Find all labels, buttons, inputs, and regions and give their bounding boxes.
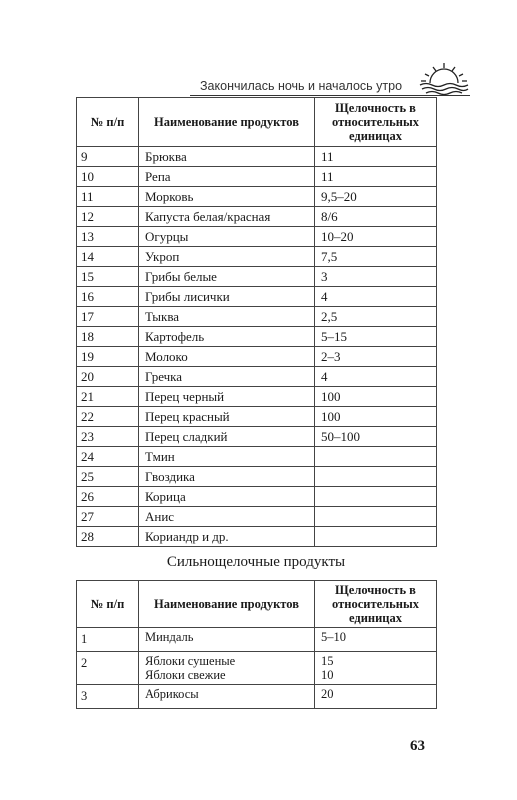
product-name [139, 685, 315, 709]
row-number: 25 [77, 467, 139, 487]
row-number: 10 [77, 167, 139, 187]
table-row [77, 487, 437, 507]
col-number-header: № п/п [77, 581, 139, 628]
product-name: Анис [139, 507, 315, 527]
table-row [77, 628, 437, 652]
page-number: 63 [410, 738, 425, 754]
sunrise-icon [418, 61, 470, 95]
alkalinity-value [315, 628, 437, 652]
alkalinity-value: 9,5–20 [315, 187, 437, 207]
table-row [77, 652, 437, 685]
alkalinity-value-line: 10 [321, 668, 334, 682]
alkalinity-value: 4 [315, 367, 437, 387]
col-alkalinity-header: Щелочность в относительных единицах [315, 98, 437, 147]
product-name: Тмин [139, 447, 315, 467]
table-row [77, 327, 437, 347]
table-row [77, 447, 437, 467]
product-name: Морковь [139, 187, 315, 207]
table-row [77, 467, 437, 487]
row-number: 13 [77, 227, 139, 247]
table-row [77, 247, 437, 267]
product-name: Перец сладкий [139, 427, 315, 447]
table-row [77, 307, 437, 327]
row-number: 24 [77, 447, 139, 467]
product-name: Корица [139, 487, 315, 507]
alkalinity-value [315, 652, 437, 685]
header-row [77, 581, 437, 628]
col-alkalinity-header: Щелочность в относительных единицах [315, 581, 437, 628]
table-row [77, 387, 437, 407]
product-name: Брюква [139, 147, 315, 167]
alkalinity-value [315, 527, 437, 547]
alkalinity-value: 50–100 [315, 427, 437, 447]
alkalinity-value: 8/6 [315, 207, 437, 227]
section-title: Сильнощелочные продукты [166, 554, 346, 570]
product-name: Гречка [139, 367, 315, 387]
alkalinity-value: 4 [315, 287, 437, 307]
row-number: 23 [77, 427, 139, 447]
product-name: Грибы белые [139, 267, 315, 287]
product-name: Репа [139, 167, 315, 187]
row-number: 22 [77, 407, 139, 427]
product-name: Перец черный [139, 387, 315, 407]
alkalinity-value: 11 [315, 167, 437, 187]
row-number: 9 [77, 147, 139, 167]
main-table [76, 97, 437, 547]
col-name-header: Наименование продуктов [139, 581, 315, 628]
row-number: 28 [77, 527, 139, 547]
product-name-line: Абрикосы [145, 687, 199, 701]
product-name: Кориандр и др. [139, 527, 315, 547]
alkalinity-value: 100 [315, 407, 437, 427]
alkalinity-value: 10–20 [315, 227, 437, 247]
row-number: 27 [77, 507, 139, 527]
product-name: Перец красный [139, 407, 315, 427]
row-number: 3 [77, 685, 139, 709]
running-head-text: Закончилась ночь и началось утро [200, 79, 403, 93]
alkalinity-value [315, 487, 437, 507]
table-row [77, 147, 437, 167]
product-name-line: Яблоки свежие [145, 668, 226, 682]
table-row [77, 407, 437, 427]
alkalinity-value-line: 20 [321, 687, 334, 701]
product-name [139, 652, 315, 685]
table-row [77, 207, 437, 227]
product-name: Картофель [139, 327, 315, 347]
row-number: 18 [77, 327, 139, 347]
row-number: 26 [77, 487, 139, 507]
product-name: Тыква [139, 307, 315, 327]
alkalinity-value: 11 [315, 147, 437, 167]
product-name: Грибы лисички [139, 287, 315, 307]
running-head-rule [190, 95, 470, 96]
row-number: 16 [77, 287, 139, 307]
product-name: Капуста белая/красная [139, 207, 315, 227]
product-name [139, 628, 315, 652]
table-row [77, 287, 437, 307]
alkalinity-value: 7,5 [315, 247, 437, 267]
table-row [77, 167, 437, 187]
alkalinity-value-line: 5–10 [321, 630, 346, 644]
product-name-line: Миндаль [145, 630, 194, 644]
table-row [77, 527, 437, 547]
row-number: 21 [77, 387, 139, 407]
product-name: Укроп [139, 247, 315, 267]
col-name-header: Наименование продуктов [139, 98, 315, 147]
alkalinity-value-line: 15 [321, 654, 334, 668]
table-row [77, 347, 437, 367]
alkalinity-value [315, 447, 437, 467]
alkalinity-value [315, 685, 437, 709]
product-name: Огурцы [139, 227, 315, 247]
row-number: 14 [77, 247, 139, 267]
table-row [77, 267, 437, 287]
header-row [77, 98, 437, 147]
row-number: 17 [77, 307, 139, 327]
row-number: 15 [77, 267, 139, 287]
alkaline-table [76, 580, 437, 709]
row-number: 20 [77, 367, 139, 387]
alkalinity-value: 3 [315, 267, 437, 287]
row-number: 2 [77, 652, 139, 685]
table-row [77, 227, 437, 247]
alkalinity-value [315, 467, 437, 487]
table-row [77, 367, 437, 387]
product-name: Молоко [139, 347, 315, 367]
alkalinity-value: 100 [315, 387, 437, 407]
col-number-header: № п/п [77, 98, 139, 147]
table-row [77, 685, 437, 709]
alkalinity-value: 5–15 [315, 327, 437, 347]
table-row [77, 187, 437, 207]
alkalinity-value: 2–3 [315, 347, 437, 367]
table-row [77, 427, 437, 447]
row-number: 19 [77, 347, 139, 367]
alkalinity-value: 2,5 [315, 307, 437, 327]
product-name: Гвоздика [139, 467, 315, 487]
product-name-line: Яблоки сушеные [145, 654, 236, 668]
row-number: 11 [77, 187, 139, 207]
alkalinity-value [315, 507, 437, 527]
row-number: 1 [77, 628, 139, 652]
row-number: 12 [77, 207, 139, 227]
table-row [77, 507, 437, 527]
